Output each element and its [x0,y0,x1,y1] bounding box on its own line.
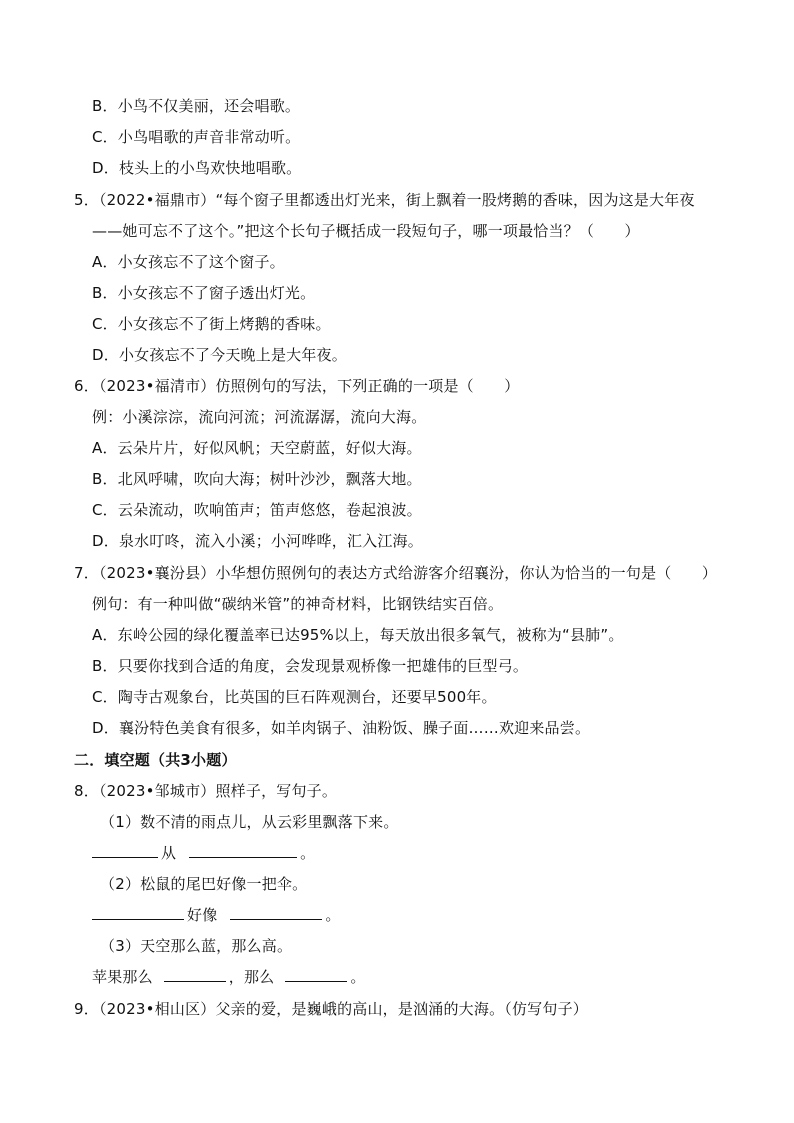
q7-option-a: A．东岭公园的绿化覆盖率已达95%以上，每天放出很多氧气，被称为“县肺”。 [92,626,624,644]
q7-stem: 7．（2023•襄汾县）小华想仿照例句的表达方式给游客介绍襄汾，你认为恰当的一句是（ ） [74,564,718,582]
q6-option-c: C．云朵流动，吹响笛声；笛声悠悠，卷起浪波。 [92,501,422,519]
fill-text: ，那么 [228,968,275,986]
q8-fill-1 [92,843,315,863]
q8-fill-3 [92,967,366,987]
q5-stem-line2: ——她可忘不了这个。”把这个长句子概括成一段短句子，哪一项最恰当？（ ） [92,222,640,240]
answer-blank[interactable] [230,905,322,920]
q7-option-d: D．襄汾特色美食有很多，如羊肉锅子、油粉饭、臊子面……欢迎来品尝。 [92,719,591,737]
q4-option-c: C．小鸟唱歌的声音非常动听。 [92,128,301,146]
fill-text: 。 [350,968,366,986]
q8-sample-3: （3）天空那么蓝，那么高。 [100,937,293,955]
answer-blank[interactable] [189,843,297,858]
fill-text: 好像 [187,906,218,924]
q5-stem-line1: 5．（2022•福鼎市）“每个窗子里都透出灯光来，街上飘着一股烤鹅的香味，因为这是大年夜 [74,191,695,209]
answer-blank[interactable] [164,967,226,982]
answer-blank[interactable] [285,967,347,982]
q6-stem: 6．（2023•福清市）仿照例句的写法，下列正确的一项是（ ） [74,377,520,395]
q5-option-c: C．小女孩忘不了街上烤鹅的香味。 [92,315,331,333]
q6-option-b: B．北风呼啸，吹向大海；树叶沙沙，飘落大地。 [92,470,422,488]
q6-option-a: A．云朵片片，好似风帆；天空蔚蓝，好似大海。 [92,439,422,457]
q8-sample-2: （2）松鼠的尾巴好像一把伞。 [100,875,308,893]
fill-text: 。 [300,844,316,862]
q8-stem: 8．（2023•邹城市）照样子，写句子。 [74,782,338,800]
q7-option-c: C．陶寺古观象台，比英国的巨石阵观测台，还要早500年。 [92,688,497,706]
q7-example: 例句：有一种叫做“碳纳米管”的神奇材料，比钢铁结实百倍。 [92,595,504,613]
q9-stem: 9．（2023•相山区）父亲的爱，是巍峨的高山，是汹涌的大海。（仿写句子） [74,1000,588,1018]
fill-text: 从 [161,844,177,862]
section-heading-fill-in: 二．填空题（共3小题） [74,751,237,769]
answer-blank[interactable] [92,905,184,920]
q8-fill-2 [92,905,341,925]
q5-option-b: B．小女孩忘不了窗子透出灯光。 [92,284,316,302]
q5-option-d: D．小女孩忘不了今天晚上是大年夜。 [92,346,347,364]
q6-example: 例：小溪淙淙，流向河流；河流潺潺，流向大海。 [92,408,427,426]
q7-option-b: B．只要你找到合适的角度，会发现景观桥像一把雄伟的巨型弓。 [92,657,529,675]
fill-text: 。 [325,906,341,924]
answer-blank[interactable] [92,843,158,858]
q8-sample-1: （1）数不清的雨点儿，从云彩里飘落下来。 [100,813,399,831]
q4-option-d: D．枝头上的小鸟欢快地唱歌。 [92,159,302,177]
q5-option-a: A．小女孩忘不了这个窗子。 [92,253,285,271]
q4-option-b: B．小鸟不仅美丽，还会唱歌。 [92,97,301,115]
fill-text: 苹果那么 [92,968,153,986]
q6-option-d: D．泉水叮咚，流入小溪；小河哗哗，汇入江海。 [92,532,423,550]
